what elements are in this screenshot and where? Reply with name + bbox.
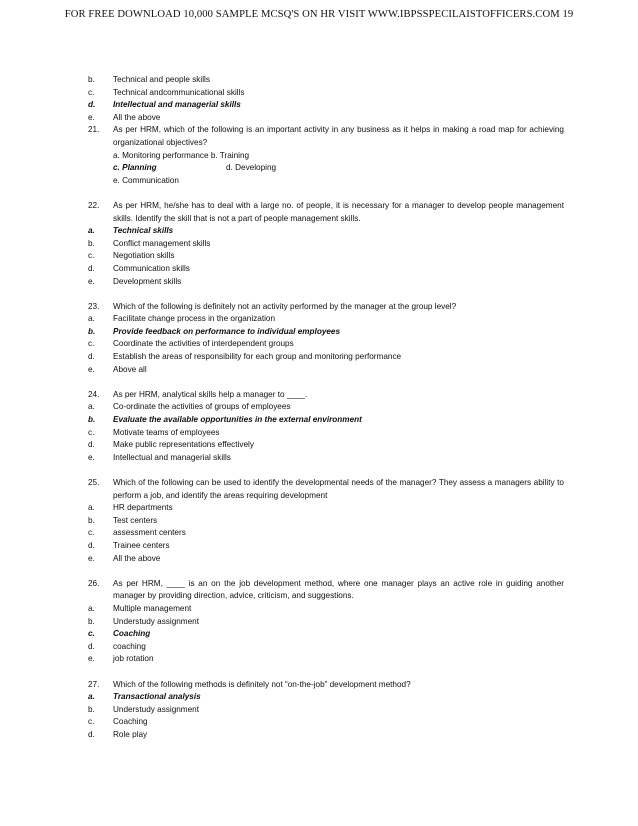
- option-text: All the above: [113, 112, 161, 122]
- option-text: HR departments: [113, 503, 173, 513]
- option-letter: a.: [88, 226, 95, 236]
- option-text: Conflict management skills: [113, 238, 211, 248]
- q21-option-d: d. Developing: [226, 163, 277, 173]
- option-letter: b.: [88, 75, 95, 84]
- option: [88, 502, 564, 515]
- option-letter: d.: [88, 440, 95, 450]
- option: [88, 401, 564, 414]
- option: [88, 427, 564, 440]
- option: [88, 250, 564, 263]
- spacer: [88, 288, 564, 301]
- spacer: [88, 376, 564, 389]
- option-letter: c.: [88, 427, 95, 437]
- option-letter: e.: [88, 364, 95, 374]
- option: [88, 99, 564, 112]
- question: [88, 679, 564, 692]
- spacer: [88, 187, 564, 200]
- option-letter: e.: [88, 452, 95, 462]
- correct-option-text: Transactional analysis: [113, 692, 201, 702]
- option-letter: a.: [88, 314, 95, 324]
- option: [88, 225, 564, 238]
- option-text: Trainee centers: [113, 540, 170, 550]
- option-text: Coaching: [113, 717, 148, 727]
- question-stem: Which of the following can be used to identify the developmental needs of the manager? They assess a managers ability to perform a job, and identify the areas requiring development: [113, 478, 564, 500]
- option: [88, 87, 564, 100]
- question-number: 26.: [88, 578, 100, 588]
- option-letter: a.: [88, 603, 95, 613]
- option-letter: c.: [88, 528, 95, 538]
- option: [88, 276, 564, 289]
- correct-option-text: Coaching: [113, 629, 151, 639]
- question-stem: Which of the following methods is definitely not “on-the-job” development method?: [113, 679, 411, 689]
- option: [88, 704, 564, 717]
- option: [88, 527, 564, 540]
- question-number: 27.: [88, 679, 100, 689]
- option-letter: d.: [88, 100, 96, 110]
- option-letter: c.: [88, 251, 95, 261]
- option-text: Facilitate change process in the organization: [113, 314, 276, 324]
- option-letter: d.: [88, 540, 95, 550]
- question-stem: Which of the following is definitely not an activity performed by the manager at the group level?: [113, 301, 457, 311]
- option: [88, 653, 564, 666]
- option-letter: c.: [88, 629, 95, 639]
- question-number: 22.: [88, 200, 100, 210]
- option-letter: c.: [88, 339, 95, 349]
- option-letter: c.: [88, 717, 95, 727]
- option-text: Establish the areas of responsibility for each group and monitoring performance: [113, 352, 402, 362]
- spacer: [88, 565, 564, 578]
- option-letter: d.: [88, 729, 95, 739]
- option: [88, 112, 564, 125]
- option-letter: d.: [88, 641, 95, 651]
- question: [88, 389, 564, 402]
- question-stem: As per HRM, he/she has to deal with a large no. of people, it is necessary for a manager to develop people management skills. Identify the skill that is not a part of people management skills.: [113, 200, 564, 223]
- correct-option-text: Technical skills: [113, 226, 174, 236]
- option: [88, 338, 564, 351]
- option-letter: e.: [88, 276, 95, 286]
- question: [88, 200, 564, 225]
- option: [88, 326, 564, 339]
- page-content: [88, 74, 564, 741]
- option-letter: e.: [88, 112, 95, 122]
- question-21: [88, 124, 564, 149]
- option-text: Role play: [113, 729, 148, 739]
- correct-option-text: Intellectual and managerial skills: [113, 100, 241, 110]
- question-number: 21.: [88, 125, 100, 135]
- previous-question-options: [88, 74, 564, 124]
- option: [88, 515, 564, 528]
- option-text: Test centers: [113, 515, 158, 525]
- option-letter: b.: [88, 326, 96, 336]
- correct-option-text: Evaluate the available opportunities in the external environment: [113, 415, 362, 425]
- question: [88, 477, 564, 502]
- option-text: coaching: [113, 641, 146, 651]
- option-letter: c.: [88, 87, 95, 97]
- option-letter: b.: [88, 704, 95, 714]
- option: [88, 729, 564, 742]
- option: [88, 716, 564, 729]
- option-text: Negotiation skills: [113, 251, 175, 261]
- option-text: All the above: [113, 553, 161, 563]
- correct-option-text: Provide feedback on performance to individual employees: [113, 326, 341, 336]
- option: [88, 553, 564, 566]
- option-letter: a.: [88, 402, 95, 412]
- q21-option-c: c. Planning: [113, 163, 157, 173]
- option-text: assessment centers: [113, 528, 186, 538]
- question-list: [88, 187, 564, 741]
- option-letter: b.: [88, 616, 95, 626]
- option-text: Coordinate the activities of interdependent groups: [113, 339, 294, 349]
- option-text: Development skills: [113, 276, 182, 286]
- option-letter: b.: [88, 515, 95, 525]
- option: [88, 603, 564, 616]
- question-stem: As per HRM, analytical skills help a manager to ____.: [113, 389, 308, 399]
- option: [88, 691, 564, 704]
- option-text: Above all: [113, 364, 147, 374]
- option-text: Make public representations effectively: [113, 440, 254, 450]
- question-stem: As per HRM, which of the following is an important activity in any business as it helps in making a road map for achieving organizational objectives?: [113, 125, 564, 147]
- option: [88, 452, 564, 465]
- option-text: Communication skills: [113, 263, 190, 273]
- option: [88, 238, 564, 251]
- question-number: 25.: [88, 478, 100, 487]
- option-letter: e.: [88, 654, 95, 664]
- option-text: Multiple management: [113, 603, 192, 613]
- page-header: FOR FREE DOWNLOAD 10,000 SAMPLE MCSQ'S ON HR VISIT WWW.IBPSSPECILAISTOFFICERS.COM 19: [64, 9, 574, 20]
- option-letter: e.: [88, 553, 95, 563]
- option-text: Technical andcommunicational skills: [113, 87, 245, 97]
- question-number: 23.: [88, 301, 100, 311]
- option-text: Understudy assignment: [113, 704, 200, 714]
- option-text: Motivate teams of employees: [113, 427, 220, 437]
- q21-options-line-2: [88, 162, 564, 175]
- q21-options-line-1: a. Monitoring performance b. Training: [113, 150, 250, 160]
- q21-options-line-3: e. Communication: [113, 175, 179, 185]
- spacer: [88, 464, 564, 477]
- option: [88, 351, 564, 364]
- question-stem: As per HRM, ____ is an on the job development method, where one manager plays an active role in guiding another manager by providing direction, advice, criticism, and suggestions.: [113, 578, 564, 601]
- option: [88, 641, 564, 654]
- option-letter: a.: [88, 503, 95, 513]
- question: [88, 301, 564, 314]
- option: [88, 439, 564, 452]
- option-text: Understudy assignment: [113, 616, 200, 626]
- question-number: 24.: [88, 389, 100, 399]
- option-letter: b.: [88, 415, 96, 425]
- option: [88, 313, 564, 326]
- option: [88, 628, 564, 641]
- option-letter: d.: [88, 352, 95, 362]
- option-text: job rotation: [113, 654, 154, 664]
- option: [88, 616, 564, 629]
- option: [88, 364, 564, 377]
- option-letter: d.: [88, 263, 95, 273]
- spacer: [88, 666, 564, 679]
- option: [88, 540, 564, 553]
- option-text: Co-ordinate the activities of groups of employees: [113, 402, 291, 412]
- option: [88, 414, 564, 427]
- option: [88, 263, 564, 276]
- question: [88, 578, 564, 603]
- option-text: Intellectual and managerial skills: [113, 452, 231, 462]
- option-text: Technical and people skills: [113, 75, 210, 84]
- option: [88, 74, 564, 87]
- option-letter: a.: [88, 692, 95, 702]
- option-letter: b.: [88, 238, 95, 248]
